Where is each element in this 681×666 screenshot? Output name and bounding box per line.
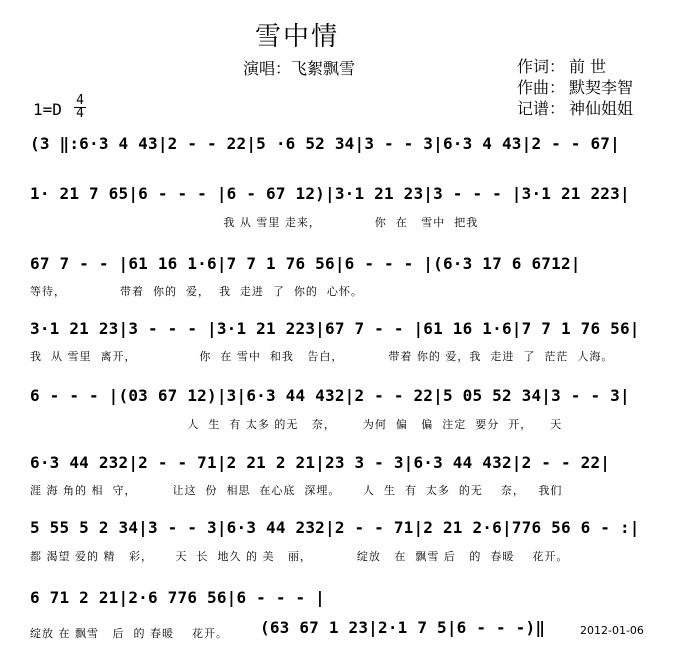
lyric-line-2: 我 从 雪里 走来， 你 在 雪中 把我 <box>30 216 479 229</box>
composer-name: 默契李智 <box>569 78 634 97</box>
meter-top: 4 <box>74 95 86 108</box>
lyric-line-5: 人 生 有 太多 的无 奈， 为何 偏 偏 注定 要分 开， 天 <box>30 418 563 431</box>
lyric-line-8: 绽放 在 飘雪 后 的 春暖 花开。 <box>30 627 228 640</box>
score-line-4: 3·1 21 23|3 - - - |3·1 21 223|67 7 - - |61 16 1·6|7 7 1 76 56| <box>30 319 640 338</box>
lyric-line-7: 都 渴望 爱的 精 彩， 天 长 地久 的 美 丽， 绽放 在 飘雪 后 的 春暖 花开。 <box>30 550 569 563</box>
song-title: 雪中情 <box>255 22 340 52</box>
score-line-7: 5 55 5 2 34|3 - - 3|6·3 44 232|2 - - 71|2 21 2·6|776 56 6 - :| <box>30 518 640 537</box>
score-line-8: 6 71 2 21|2·6 776 56|6 - - - | <box>30 588 325 607</box>
lyricist-name: 前 世 <box>569 57 607 76</box>
transcriber-name: 神仙姐姐 <box>569 99 634 118</box>
meter-bottom: 4 <box>76 106 84 121</box>
time-signature <box>74 95 86 120</box>
score-line-coda: (63 67 1 23|2·1 7 5|6 - - -)‖ <box>260 618 546 637</box>
lyricist-row <box>517 56 633 77</box>
credits-block <box>517 56 633 119</box>
score-line-1: (3 ‖:6·3 4 43|2 - - 22|5 ·6 52 34|3 - - 3|6·3 4 43|2 - - 67| <box>30 134 620 153</box>
transcription-date: 2012-01-06 <box>580 624 644 637</box>
composer-row <box>517 77 633 98</box>
lyricist-label: 作词： <box>517 57 566 76</box>
key-signature: 1=D <box>33 100 62 119</box>
lyric-line-4: 我 从 雪里 离开， 你 在 雪中 和我 告白， 带着 你的 爱，我 走进 了 茫茫 人海。 <box>30 350 614 363</box>
transcriber-label: 记谱： <box>517 99 566 118</box>
transcriber-row <box>517 98 633 119</box>
score-line-2: 1· 21 7 65|6 - - - |6 - 67 12)|3·1 21 23|3 - - - |3·1 21 223| <box>30 184 630 203</box>
composer-label: 作曲： <box>517 78 566 97</box>
singer-credit: 演唱：飞絮飘雪 <box>243 59 356 78</box>
lyric-line-6: 涯 海 角的 相 守， 让这 份 相思 在心底 深埋。 人 生 有 太多 的无 奈， 我们 <box>30 484 563 497</box>
lyric-line-3: 等待， 带着 你的 爱， 我 走进 了 你的 心怀。 <box>30 285 363 298</box>
score-line-5: 6 - - - |(03 67 12)|3|6·3 44 432|2 - - 22|5 05 52 34|3 - - 3| <box>30 386 630 405</box>
score-line-3: 67 7 - - |61 16 1·6|7 7 1 76 56|6 - - - |(6·3 17 6 6712| <box>30 254 581 273</box>
score-line-6: 6·3 44 232|2 - - 71|2 21 2 21|23 3 - 3|6·3 44 432|2 - - 22| <box>30 453 611 472</box>
